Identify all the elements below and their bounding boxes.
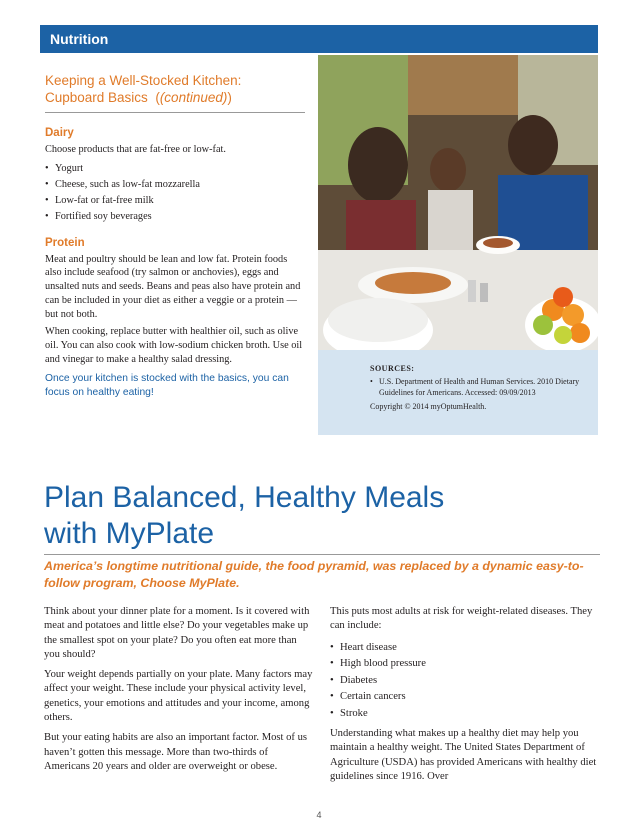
section-title	[45, 72, 305, 113]
list-item: • Fortified soy beverages	[45, 209, 305, 225]
list-item: • Stroke	[330, 706, 600, 723]
protein-heading: Protein	[45, 236, 85, 249]
dairy-intro: Choose products that are fat-free or low-fat.	[45, 144, 226, 155]
page-title	[44, 480, 604, 552]
section-label: Nutrition	[50, 31, 109, 47]
photo-illustration	[318, 55, 598, 368]
closing-note: Once your kitchen is stocked with the basics, you can focus on healthy eating!	[45, 373, 289, 399]
list-item: • Cheese, such as low-fat mozzarella	[45, 177, 305, 193]
dairy-list	[45, 161, 305, 225]
sources-box	[318, 350, 598, 435]
list-item: • Certain cancers	[330, 689, 600, 706]
list-item: • High blood pressure	[330, 656, 600, 673]
article-column-1	[44, 605, 314, 780]
family-dinner-photo	[318, 55, 598, 368]
page-title-line2: with MyPlate	[44, 517, 215, 550]
article-paragraph: Understanding what makes up a healthy diet may help you maintain a healthy weight. The United States Department of Agriculture (USDA) has provided Americans with healthy diet guidelines since 1916. Over	[330, 728, 597, 782]
page-number: 4	[316, 810, 322, 820]
cooking-paragraph: When cooking, replace butter with healthier oil, such as olive oil. You can also cook with low-sodium chicken broth. Use oil and vinegar to make a healthy salad dressing.	[45, 326, 303, 365]
source-citation: • U.S. Department of Health and Human Services. 2010 Dietary Guidelines for Americans. Accessed: 09/09/2013	[370, 376, 586, 398]
article-paragraph: Your weight depends partially on your plate. Many factors may affect your weight. These include your physical activity level, genetics, your emotions and attitudes and your income, among others.	[44, 669, 313, 724]
list-item: • Yogurt	[45, 161, 305, 177]
list-item: • Low-fat or fat-free milk	[45, 193, 305, 209]
section-title-main: Cupboard Basics	[45, 90, 148, 105]
section-title-line2: Cupboard Basics ((continued))	[45, 90, 232, 105]
dairy-heading: Dairy	[45, 127, 74, 139]
left-column	[45, 72, 305, 400]
article-column-2	[330, 605, 600, 790]
article-paragraph: This puts most adults at risk for weight-related diseases. They can include:	[330, 606, 593, 632]
copyright-notice: Copyright © 2014 myOptumHealth.	[370, 402, 487, 411]
list-item: • Diabetes	[330, 673, 600, 690]
continued-label: (continued)	[159, 90, 228, 105]
title-divider	[44, 554, 600, 555]
article-paragraph: But your eating habits are also an important factor. Most of us haven’t gotten this message. More than two-thirds of Americans 20 years and older are overweight or obese.	[44, 732, 308, 772]
sources-title: SOURCES:	[370, 364, 415, 373]
intro-deck: America’s longtime nutritional guide, the food pyramid, was replaced by a dynamic easy-to-follow program, Choose MyPlate.	[44, 559, 584, 590]
protein-paragraph: Meat and poultry should be lean and low fat. Protein foods also include seafood (try salmon or anchovies), eggs and unsalted nuts and seeds. Beans and peas also have protein and can be included in your diet as either a veggie or a protein — but not both.	[45, 253, 301, 320]
page-title-line1: Plan Balanced, Healthy Meals	[44, 481, 445, 514]
article-paragraph: Think about your dinner plate for a moment. Is it covered with meat and potatoes and little else? Do your vegetables make up the smallest spot on your plate? Do you often eat more than you should?	[44, 606, 310, 660]
list-item: • Heart disease	[330, 640, 600, 657]
section-header	[40, 25, 598, 53]
section-title-line1: Keeping a Well-Stocked Kitchen:	[45, 73, 242, 88]
disease-list	[330, 640, 600, 723]
